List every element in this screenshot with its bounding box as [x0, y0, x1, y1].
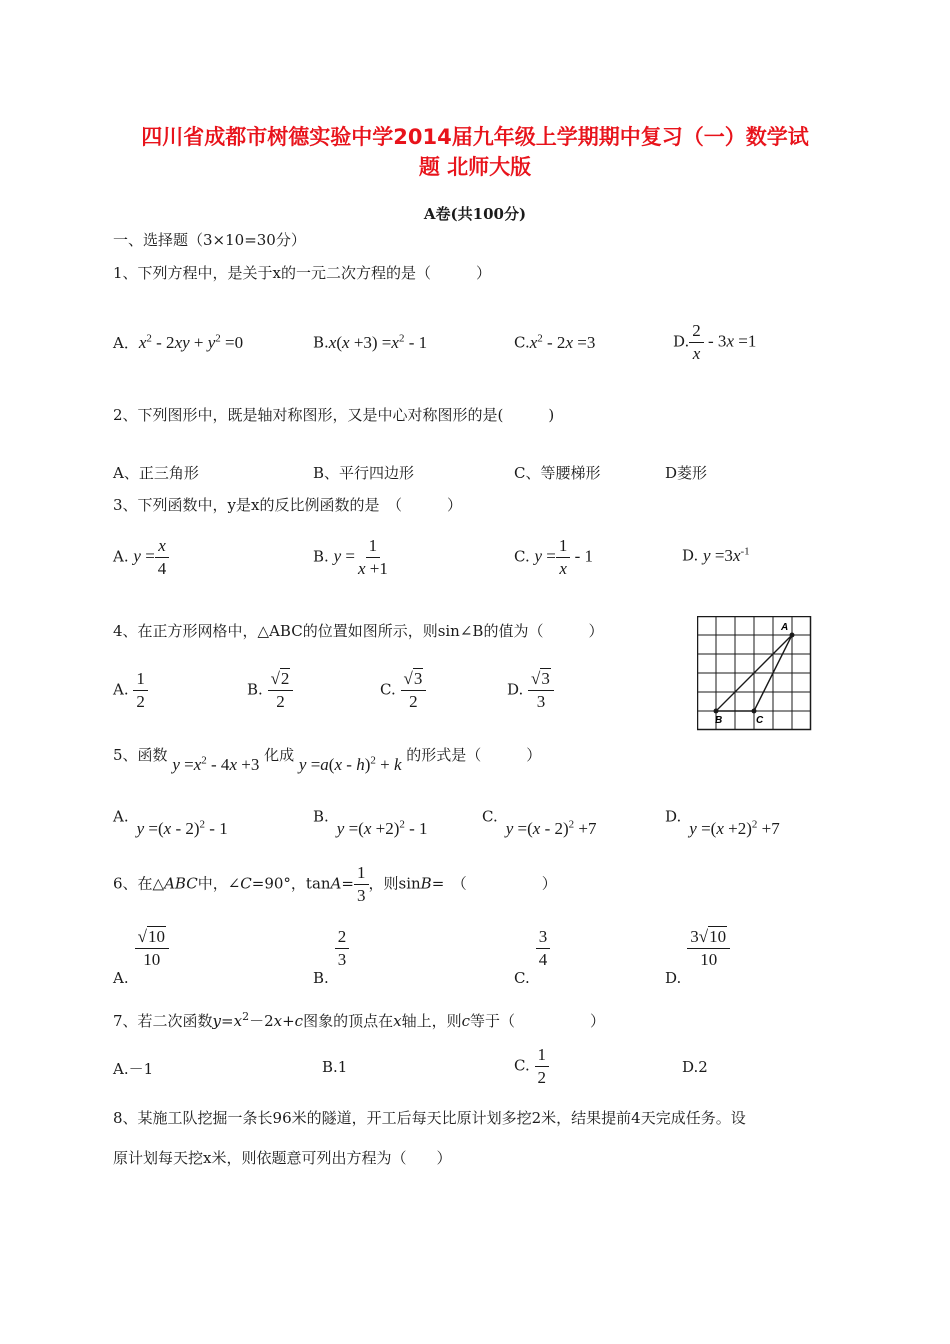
question-3-stem: 3、下列函数中，y是x的反比例函数的是 （ ） [113, 496, 462, 514]
q2-option-a: A、正三角形 [113, 464, 199, 482]
q1-option-c: $C.x^2 - 2x =3$ [514, 332, 596, 352]
q6-option-d: D. $\frac{3√10}{10}$ [665, 926, 724, 971]
triangle-grid-figure [697, 616, 812, 732]
section-a-heading: A卷(共100分) [423, 205, 527, 223]
q6-option-b: B. $\frac{2}{3}$ [313, 926, 343, 971]
question-8-line-1: 8、某施工队挖掘一条长96米的隧道，开工后每天比原计划多挖2米，结果提前4天完成任务。设 [113, 1109, 746, 1127]
q7-option-d: D.2 [682, 1058, 708, 1076]
q1-option-d: D. $\frac{2}{x}$ - 3x =1 [673, 321, 757, 363]
q7-option-a: A.－1 [113, 1060, 154, 1078]
q5-option-a: A.y =(x - 2)$^2$ - 1 [113, 807, 228, 838]
question-4-stem: 4、在正方形网格中，△ABC的位置如图所示，则sin∠B的值为（ ） [113, 622, 604, 640]
q1-option-a-math: $x^2 - 2xy + y^2 =0$ [138, 332, 244, 352]
q2-option-d: D菱形 [665, 464, 708, 482]
q3-option-d: D. $y =3x^{-1}$ [682, 545, 750, 565]
label-a: A [781, 622, 789, 633]
q7-option-c: C. $\frac{1}{2}$ [514, 1044, 549, 1089]
q1-option-a: A．$x^2 - 2xy + y^2 =0$ [113, 332, 244, 352]
q5-option-c: C.y =(x - 2)$^2$ +7 [482, 807, 597, 838]
part-1-heading: 一、选择题（3×10=30分） [113, 231, 306, 249]
q6-option-a: A. $\frac{√10}{10}$ [113, 926, 163, 971]
vertex-a [790, 633, 795, 638]
question-1-stem: 1、下列方程中，是关于x的一元二次方程的是（ ） [113, 264, 492, 282]
label-b: B [715, 715, 723, 726]
document-title-line-2: 题 北师大版 [418, 155, 532, 179]
q5-option-d: $D.y =(x +2)^2 +7$ [665, 807, 780, 838]
q7-option-b: B.1 [322, 1058, 348, 1076]
question-8-line-2: 原计划每天挖x米，则依题意可列出方程为（ ） [113, 1149, 452, 1167]
question-5-stem: 5、函数 $y =x^2 - 4x +3$ 化成 y =a(x - h)$^2$ + k 的形式是（ ） [113, 746, 542, 774]
q2-option-b: B、平行四边形 [313, 464, 415, 482]
vertex-b [714, 709, 719, 714]
q3-option-c: C. y = $\frac{1}{x}$ - 1 [514, 536, 594, 578]
q3-option-a: A. y = $\frac{x}{4}$ [113, 535, 169, 580]
q3-option-b: B. y = $\frac{1}{x +1}$ [313, 536, 388, 578]
document-title-line-1: 四川省成都市树德实验中学2014届九年级上学期期中复习（一）数学试 [141, 125, 809, 149]
question-7-stem: 7、若二次函数$y=x^2-2x+c$图象的顶点在x轴上，则c等于（ ） [113, 1010, 605, 1030]
q5-option-b: $B.y =(x +2)^2 - 1$ [313, 807, 428, 838]
question-6-stem: 6、在△ABC中，∠C=90°，tanA= $\frac{1}{3}$ ，则sinB= （ ） [113, 863, 557, 905]
label-c: C [756, 715, 764, 726]
q4-option-d: D. $\frac{√3}{3}$ [507, 668, 554, 713]
q4-option-b: B. $\frac{√2}{2}$ [247, 668, 293, 713]
q2-option-c: C、等腰梯形 [514, 464, 601, 482]
q6-option-c: C. $\frac{3}{4}$ [514, 926, 544, 971]
q1-option-b: $B.x(x +3) =x^2 - 1$ [313, 332, 428, 352]
q4-option-a: A. $\frac{1}{2}$ [113, 668, 148, 713]
question-2-stem: 2、下列图形中，既是轴对称图形，又是中心对称图形的是( ) [113, 406, 555, 424]
vertex-c [752, 709, 757, 714]
q4-option-c: C. $\frac{√3}{2}$ [380, 668, 426, 713]
